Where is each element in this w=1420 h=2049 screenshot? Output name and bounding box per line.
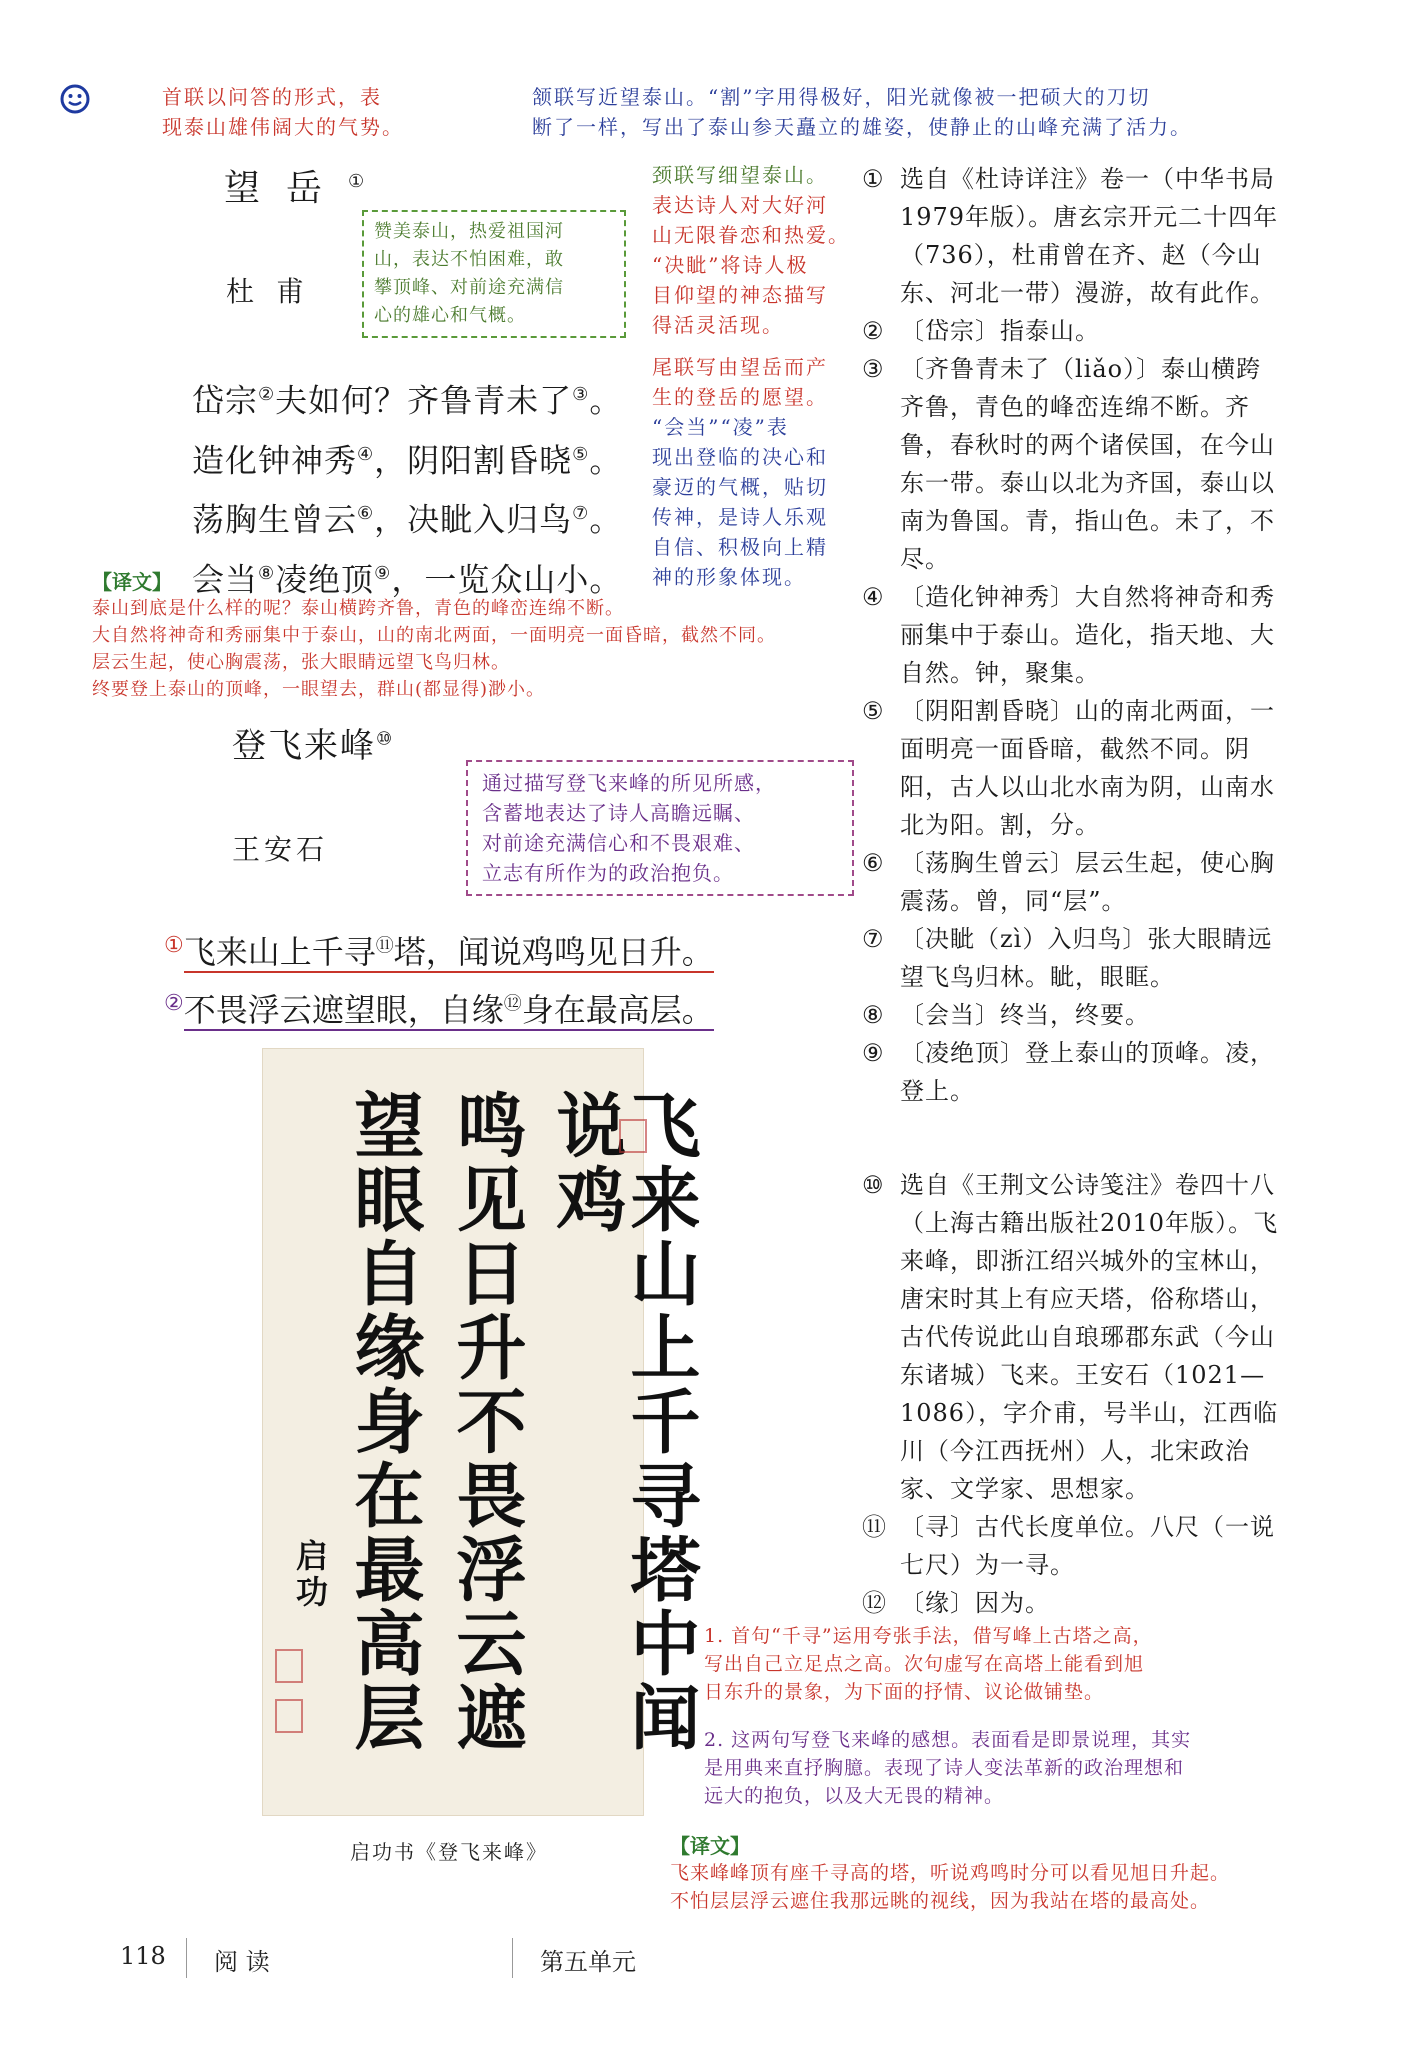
poem2-translation: 【译文】 飞来峰峰顶有座千寻高的塔，听说鸡鸣时分可以看见旭日升起。 不怕层层浮云遮住我那远眺的视线，因为我站在塔的最高处。 [670,1830,1390,1915]
poem1-author: 杜甫 [226,275,327,308]
poem1-line-4: 会当⑧凌绝顶⑨，一览众山小。 [192,560,623,599]
calligraphy-image [262,1048,702,1816]
note-10: ⑩ 选自《王荆文公诗笺注》卷四十八（上海古籍出版社2010年版）。飞来峰，即浙江绍兴城外的宝林山，唐宋时其上有应天塔，俗称塔山，古代传说此山自琅琊郡东武（今山东诸城）飞来。王安石（1021—1086），字介甫，号半山，江西临川（今江西抚州）人，北宋政治家、文学家、思想家。 [862,1171,1279,1503]
footer-section: 阅 读 [214,1948,270,1976]
shoulian-annotation: 首联以问答的形式，表 现泰山雄伟阔大的气势。 [162,85,404,139]
note-6: ⑥ 〔荡胸生曾云〕层云生起，使心胸震荡。曾，同“层”。 [862,849,1275,915]
note-4: ④ 〔造化钟神秀〕大自然将神奇和秀丽集中于泰山。造化，指天地、大自然。钟，聚集。 [862,583,1275,687]
note-5: ⑤ 〔阴阳割昏晓〕山的南北两面，一面明亮一面昏暗，截然不同。阴阳，古人以山北水南为阴，山南水北为阳。割，分。 [862,697,1275,839]
analysis-1: 1. 首句“千寻”运用夸张手法，借写峰上古塔之高， 写出自己立足点之高。次句虚写在高塔上能看到旭 日东升的景象，为下面的抒情、议论做铺垫。 [704,1625,1153,1703]
poem1-theme-box: 赞美泰山，热爱祖国河 山，表达不怕困难，敢 攀顶峰、对前途充满信 心的雄心和气概。 [362,210,626,338]
poem2-author: 王安石 [232,833,329,866]
analysis-2: 2. 这两句写登飞来峰的感想。表面看是即景说理，其实 是用典来直抒胸臆。表现了诗人变法革新的政治理想和 远大的抱负，以及大无畏的精神。 [704,1729,1192,1807]
poem1-line-3: 荡胸生曾云⑥，决眦入归鸟⑦。 [192,500,623,539]
note-2: ② 〔岱宗〕指泰山。 [862,317,1100,345]
calligraphy-column-2: 鸣见日升不畏浮云遮 [445,1089,528,1755]
poem2-line-1: ①飞来山上千寻⑪塔，闻说鸡鸣见日升。 [164,932,714,971]
calligraphy-caption: 启功书《登飞来峰》 [350,1840,548,1864]
jinglian-annotation: 颈联写细望泰山。 表达诗人对大好河 山无限眷恋和热爱。 “决眦”将诗人极 目仰望的神态描写 得活灵活现。 [652,163,850,337]
smile-face-icon [60,84,90,114]
poem1-title: 望岳① [224,168,365,209]
translation-label-2: 【译文】 [670,1834,750,1858]
poem2-theme-box: 通过描写登飞来峰的所见所感， 含蓄地表达了诗人高瞻远瞩、 对前途充满信心和不畏艰难、 立志有所作为的政治抱负。 [466,760,854,896]
note-12: ⑫ 〔缘〕因为。 [862,1589,1050,1617]
calligraphy-column-1: 飞来山上千寻塔中闻说鸡 [545,1089,702,1755]
note-1: ① 选自《杜诗详注》卷一（中华书局1979年版）。唐玄宗开元二十四年（736），杜甫曾在齐、赵（今山东、河北一带）漫游，故有此作。 [862,165,1279,307]
hanlian-annotation: 颔联写近望泰山。“割”字用得极好，阳光就像被一把硕大的刀切 断了一样，写出了泰山参天矗立的雄姿，使静止的山峰充满了活力。 [532,85,1192,139]
poem2-line-2: ②不畏浮云遮望眼，自缘⑫身在最高层。 [164,990,714,1029]
calligraphy-signature: 启功 [291,1539,329,1611]
seal-stamp-left [275,1649,303,1683]
note-3: ③ 〔齐鲁青未了（liǎo）〕泰山横跨齐鲁，青色的峰峦连绵不断。齐鲁，春秋时的两个诸侯国，在今山东一带。泰山以北为齐国，泰山以南为鲁国。青，指山色。未了，不尽。 [862,355,1275,573]
weilian-annotation: 尾联写由望岳而产 生的登岳的愿望。 “会当”“凌”表 现出登临的决心和 豪迈的气概，贴切 传神，是诗人乐观 自信、积极向上精 神的形象体现。 [652,355,828,589]
poem1-translation: 【译文】 泰山到底是什么样的呢？泰山横跨齐鲁，青色的峰峦连绵不断。 大自然将神奇和秀丽集中于泰山，山的南北两面，一面明亮一面昏暗，截然不同。 层云生起，使心胸震荡，张大眼睛远望飞鸟归林。 终要登上泰山的顶峰，一眼望去，群山(都显得)渺小。 [92,566,892,703]
calligraphy-column-3: 望眼自缘身在最高层 [343,1089,426,1755]
poem1-line-2: 造化钟神秀④，阴阳割昏晓⑤。 [192,441,623,480]
note-11: ⑪ 〔寻〕古代长度单位。八尺（一说七尺）为一寻。 [862,1513,1275,1579]
translation-label: 【译文】 [92,570,172,594]
poem1-line-1: 岱宗②夫如何？齐鲁青未了③。 [192,381,623,420]
footer-divider-1 [186,1938,187,1978]
note-9: ⑨ 〔凌绝顶〕登上泰山的顶峰。凌，登上。 [862,1039,1275,1105]
note-7: ⑦ 〔决眦（zì）入归鸟〕张大眼睛远望飞鸟归林。眦，眼眶。 [862,925,1273,991]
note-8: ⑧ 〔会当〕终当，终要。 [862,1001,1150,1029]
seal-stamp-top [619,1119,647,1153]
footer-divider-2 [512,1938,513,1978]
poem2-title: 登飞来峰⑩ [232,726,395,766]
notes-top [862,160,1282,1110]
seal-stamp-bottom [275,1699,303,1733]
page-number: 118 [120,1942,166,1970]
footer-unit: 第五单元 [540,1948,636,1976]
notes-bottom [862,1166,1282,1622]
